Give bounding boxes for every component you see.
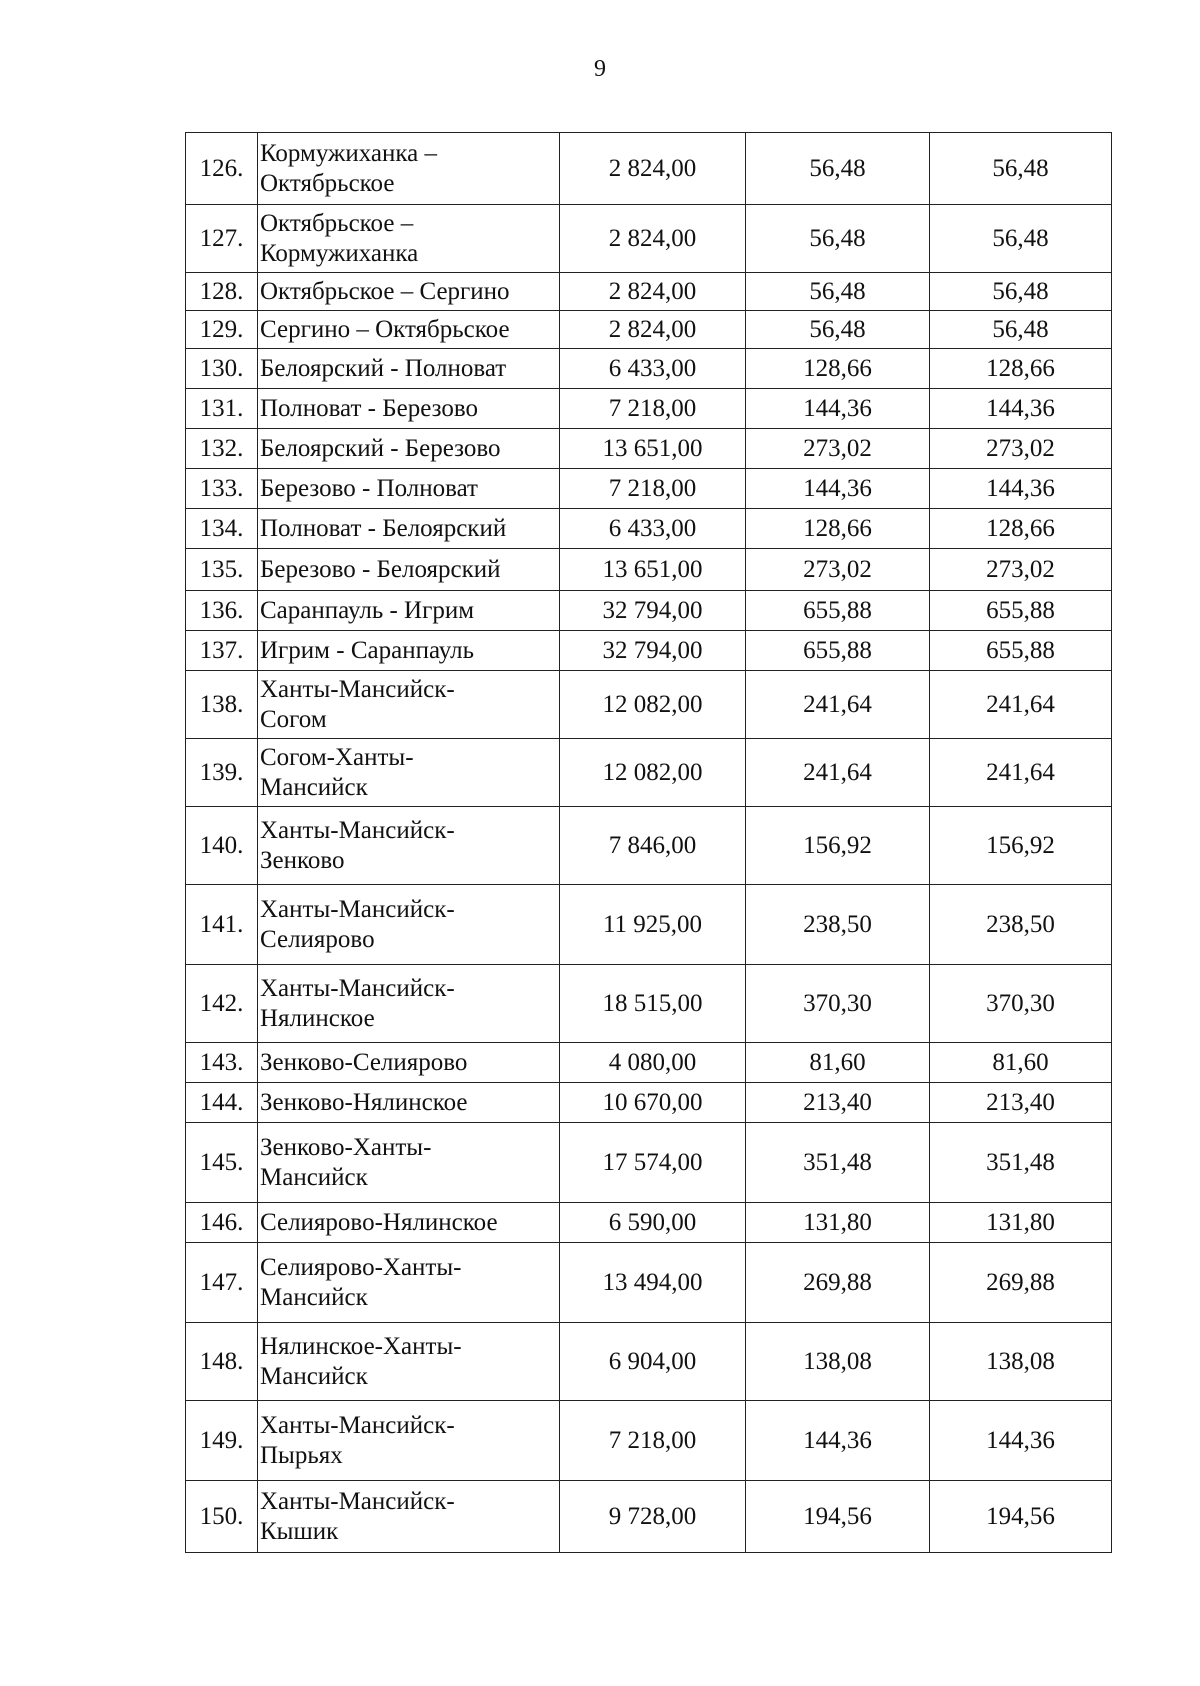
row-number: 145. [186,1123,258,1203]
row-number: 138. [186,671,258,739]
value-col3: 156,92 [746,807,930,885]
value-tariff: 6 904,00 [560,1323,746,1401]
value-tariff: 11 925,00 [560,885,746,965]
value-col4: 81,60 [930,1043,1112,1083]
value-tariff: 10 670,00 [560,1083,746,1123]
value-col4: 273,02 [930,429,1112,469]
row-number: 144. [186,1083,258,1123]
table-row [186,1043,1112,1083]
value-col3: 128,66 [746,349,930,389]
row-number: 149. [186,1401,258,1481]
table-row [186,807,1112,885]
route-name-line: Мансийск [260,1163,368,1191]
value-col3: 194,56 [746,1481,930,1553]
value-col3: 81,60 [746,1043,930,1083]
value-col3: 370,30 [746,965,930,1043]
row-number: 148. [186,1323,258,1401]
row-number: 136. [186,591,258,631]
value-col3: 241,64 [746,671,930,739]
value-col3: 128,66 [746,509,930,549]
route-name-line: Ханты-Мансийск- [260,895,455,923]
value-tariff: 18 515,00 [560,965,746,1043]
table-row [186,631,1112,671]
value-col3: 56,48 [746,273,930,311]
value-col3: 144,36 [746,1401,930,1481]
value-col3: 351,48 [746,1123,930,1203]
table-row [186,1323,1112,1401]
row-number: 132. [186,429,258,469]
value-col4: 128,66 [930,509,1112,549]
row-number: 139. [186,739,258,807]
value-col4: 144,36 [930,1401,1112,1481]
value-col4: 128,66 [930,349,1112,389]
route-name [258,1401,560,1481]
value-col4: 241,64 [930,739,1112,807]
route-name [258,591,560,631]
value-col4: 56,48 [930,273,1112,311]
route-name-line: Селиярово-Ханты- [260,1253,462,1281]
route-name-line: Пырьях [260,1441,343,1469]
table-row [186,885,1112,965]
table-row [186,591,1112,631]
route-name [258,671,560,739]
route-name-line: Октябрьское [260,169,395,197]
table-row [186,549,1112,591]
value-tariff: 6 433,00 [560,349,746,389]
route-name [258,205,560,273]
route-name-line: Зенково-Нялинское [260,1088,468,1116]
value-col3: 56,48 [746,311,930,349]
value-col3: 241,64 [746,739,930,807]
route-name [258,429,560,469]
route-name [258,273,560,311]
value-col4: 238,50 [930,885,1112,965]
value-col4: 156,92 [930,807,1112,885]
value-col3: 269,88 [746,1243,930,1323]
route-name [258,311,560,349]
table-row [186,273,1112,311]
route-name-line: Октябрьское – [260,209,414,237]
table-row [186,429,1112,469]
route-name [258,469,560,509]
route-name [258,1481,560,1553]
value-col3: 238,50 [746,885,930,965]
value-col3: 131,80 [746,1203,930,1243]
route-name-line: Мансийск [260,1283,368,1311]
route-name-line: Кормужиханка – [260,139,437,167]
row-number: 127. [186,205,258,273]
value-tariff: 13 651,00 [560,549,746,591]
route-name [258,1243,560,1323]
row-number: 146. [186,1203,258,1243]
route-name [258,509,560,549]
value-col3: 655,88 [746,591,930,631]
value-col4: 655,88 [930,631,1112,671]
route-name-line: Саранпауль - Игрим [260,596,475,624]
tariff-table-body [186,133,1112,1553]
value-col3: 138,08 [746,1323,930,1401]
route-name-line: Согом [260,705,327,733]
value-tariff: 6 433,00 [560,509,746,549]
value-col4: 144,36 [930,469,1112,509]
value-col3: 213,40 [746,1083,930,1123]
table-row [186,1203,1112,1243]
value-tariff: 6 590,00 [560,1203,746,1243]
route-name-line: Зенково-Ханты- [260,1133,432,1161]
route-name [258,133,560,205]
route-name-line: Белоярский - Березово [260,434,501,462]
value-tariff: 32 794,00 [560,591,746,631]
value-col4: 56,48 [930,133,1112,205]
value-col4: 241,64 [930,671,1112,739]
row-number: 133. [186,469,258,509]
route-name-line: Ханты-Мансийск- [260,675,455,703]
route-name [258,631,560,671]
table-row [186,349,1112,389]
value-col4: 213,40 [930,1083,1112,1123]
table-row [186,133,1112,205]
value-tariff: 13 494,00 [560,1243,746,1323]
value-col4: 655,88 [930,591,1112,631]
route-name-line: Березово - Белоярский [260,555,501,583]
row-number: 143. [186,1043,258,1083]
route-name-line: Мансийск [260,1362,368,1390]
value-tariff: 2 824,00 [560,133,746,205]
table-row [186,311,1112,349]
table-row [186,205,1112,273]
tariff-table [185,132,1112,1553]
route-name-line: Ханты-Мансийск- [260,816,455,844]
route-name [258,1043,560,1083]
route-name-line: Полноват - Березово [260,394,478,422]
route-name [258,1083,560,1123]
table-row [186,1481,1112,1553]
route-name [258,885,560,965]
value-col3: 144,36 [746,469,930,509]
value-col4: 56,48 [930,311,1112,349]
value-col4: 273,02 [930,549,1112,591]
value-col3: 273,02 [746,549,930,591]
row-number: 130. [186,349,258,389]
value-col4: 144,36 [930,389,1112,429]
table-row [186,469,1112,509]
value-tariff: 12 082,00 [560,671,746,739]
route-name-line: Селиярово-Нялинское [260,1208,498,1236]
row-number: 147. [186,1243,258,1323]
route-name-line: Нялинское-Ханты- [260,1332,462,1360]
row-number: 128. [186,273,258,311]
row-number: 150. [186,1481,258,1553]
value-tariff: 2 824,00 [560,273,746,311]
route-name [258,1123,560,1203]
route-name-line: Кышик [260,1517,339,1545]
value-tariff: 4 080,00 [560,1043,746,1083]
route-name-line: Березово - Полноват [260,474,478,502]
route-name-line: Игрим - Саранпауль [260,636,475,664]
route-name [258,965,560,1043]
row-number: 134. [186,509,258,549]
route-name-line: Селиярово [260,925,375,953]
row-number: 140. [186,807,258,885]
route-name-line: Нялинское [260,1004,375,1032]
route-name-line: Мансийск [260,773,368,801]
table-row [186,965,1112,1043]
route-name-line: Согом-Ханты- [260,743,414,771]
page-number: 9 [594,56,606,82]
row-number: 142. [186,965,258,1043]
value-tariff: 17 574,00 [560,1123,746,1203]
value-col4: 131,80 [930,1203,1112,1243]
value-col4: 370,30 [930,965,1112,1043]
route-name-line: Зенково [260,846,345,874]
value-col4: 56,48 [930,205,1112,273]
row-number: 137. [186,631,258,671]
route-name [258,1323,560,1401]
row-number: 131. [186,389,258,429]
route-name [258,1203,560,1243]
value-tariff: 7 218,00 [560,469,746,509]
table-row [186,1083,1112,1123]
route-name-line: Полноват - Белоярский [260,514,507,542]
row-number: 126. [186,133,258,205]
value-tariff: 7 218,00 [560,389,746,429]
value-col4: 269,88 [930,1243,1112,1323]
route-name [258,389,560,429]
value-col3: 655,88 [746,631,930,671]
row-number: 141. [186,885,258,965]
value-tariff: 32 794,00 [560,631,746,671]
value-tariff: 13 651,00 [560,429,746,469]
value-col4: 194,56 [930,1481,1112,1553]
value-col3: 273,02 [746,429,930,469]
value-col3: 144,36 [746,389,930,429]
row-number: 135. [186,549,258,591]
table-row [186,389,1112,429]
route-name-line: Зенково-Селиярово [260,1048,468,1076]
table-row [186,671,1112,739]
value-tariff: 12 082,00 [560,739,746,807]
route-name-line: Сергино – Октябрьское [260,315,510,343]
route-name-line: Ханты-Мансийск- [260,1411,455,1439]
route-name [258,549,560,591]
value-tariff: 7 218,00 [560,1401,746,1481]
route-name-line: Ханты-Мансийск- [260,1487,455,1515]
table-row [186,1243,1112,1323]
value-tariff: 9 728,00 [560,1481,746,1553]
table-row [186,739,1112,807]
value-tariff: 7 846,00 [560,807,746,885]
table-row [186,509,1112,549]
route-name-line: Белоярский - Полноват [260,354,507,382]
route-name [258,807,560,885]
value-col3: 56,48 [746,205,930,273]
table-row [186,1401,1112,1481]
route-name-line: Кормужиханка [260,239,419,267]
route-name [258,349,560,389]
route-name-line: Ханты-Мансийск- [260,974,455,1002]
row-number: 129. [186,311,258,349]
route-name-line: Октябрьское – Сергино [260,277,510,305]
table-row [186,1123,1112,1203]
value-col4: 138,08 [930,1323,1112,1401]
route-name [258,739,560,807]
value-tariff: 2 824,00 [560,311,746,349]
value-col4: 351,48 [930,1123,1112,1203]
value-col3: 56,48 [746,133,930,205]
value-tariff: 2 824,00 [560,205,746,273]
